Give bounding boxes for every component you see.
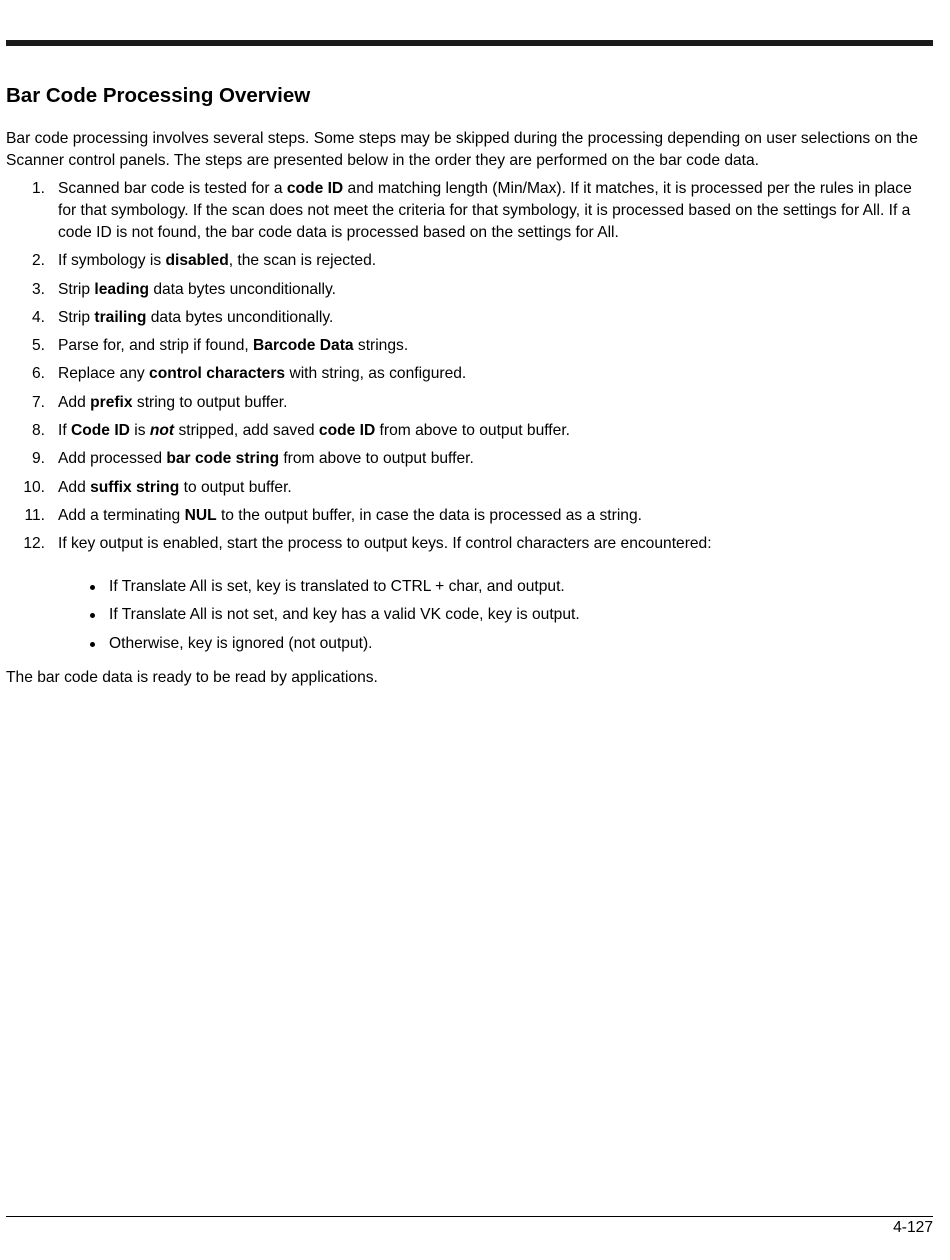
intro-paragraph: Bar code processing involves several steps. Some steps may be skipped during the processing depending on user selections on the Scanner control panels. The steps are presented below in the order they are performed on the bar code data. [6,130,918,169]
step-text: is [129,422,150,440]
step-number: 12. [23,535,45,553]
step-keyword: disabled [165,252,229,270]
step-item [6,505,933,527]
step-keyword: suffix string [90,478,180,496]
step-keyword: Barcode Data [253,337,354,355]
step-item [6,477,933,499]
bullet-item [6,576,933,598]
step-text: Add [58,478,91,496]
step-text: and matching length (Min/Max). If it matches, it is processed per the rules in place for that symbology. If the scan does not meet the criteria for that symbology, it is processed based on the settings for All. If a code ID is not found, the bar code data is processed based on the settings for All. [58,180,912,241]
steps-list [6,178,933,562]
step-text: from above to output buffer. [279,450,474,468]
step-text: strings. [353,337,409,355]
bullet-dot-icon [90,642,95,647]
step-number: 3. [31,280,45,298]
step-text: from above to output buffer. [375,422,570,440]
step-text: string to output buffer. [132,393,288,411]
step-text: Add processed [58,450,167,468]
step-text: data bytes unconditionally. [149,280,336,298]
step-text: Add [58,393,91,411]
step-text: with string, as configured. [285,365,467,383]
step-item [6,533,933,555]
step-keyword: NUL [184,506,217,524]
step-number: 10. [23,478,45,496]
bullet-text: If Translate All is not set, and key has a valid VK code, key is output. [109,606,580,624]
step-keyword: bar code string [166,450,280,468]
step-text: stripped, add saved [174,422,319,440]
bullet-text: If Translate All is set, key is translated to CTRL + char, and output. [109,578,565,595]
closing-paragraph: The bar code data is ready to be read by applications. [6,669,378,686]
step-text: data bytes unconditionally. [146,308,334,326]
step-keyword: Code ID [71,422,130,440]
bullet-dot-icon [90,585,95,590]
step-number: 4. [31,308,45,326]
step-item [6,363,933,385]
bullet-item [6,604,933,626]
step-number: 9. [31,450,45,468]
step-number: 5. [31,337,45,355]
step-item [6,250,933,272]
step-text: Replace any [58,365,150,383]
step-emphasis: not [149,422,175,440]
step-text: , the scan is rejected. [228,252,377,270]
step-keyword: leading [94,280,149,298]
step-text: to output buffer. [179,478,292,496]
step-keyword: code ID [286,180,344,197]
step-number: 6. [31,365,45,383]
step-item [6,279,933,301]
step-number: 11. [24,506,45,524]
key-output-bullets [6,576,933,661]
step-text: If key output is enabled, start the process to output keys. If control characters are encountered: [58,535,712,553]
step-number: 7. [31,393,45,411]
step-item [6,335,933,357]
step-item [6,307,933,329]
step-keyword: code ID [318,422,376,440]
footer-rule [6,1216,933,1217]
step-keyword: control characters [149,365,286,383]
step-item [6,392,933,414]
step-text: Strip [58,280,95,298]
step-keyword: prefix [90,393,133,411]
step-text: Scanned bar code is tested for a [58,180,287,197]
bullet-text: Otherwise, key is ignored (not output). [109,634,373,652]
step-text: If [58,422,71,440]
step-text: Parse for, and strip if found, [58,337,254,355]
step-text: Add a terminating [58,506,185,524]
header-rule [6,40,933,46]
step-text: If symbology is [58,252,166,270]
step-text: Strip [58,308,95,326]
section-title: Bar Code Processing Overview [6,84,311,107]
bullet-item [6,633,933,655]
step-keyword: trailing [94,308,147,326]
step-text: to the output buffer, in case the data is processed as a string. [216,506,642,524]
step-item [6,420,933,442]
step-item [6,448,933,470]
step-number: 8. [31,422,45,440]
step-item [6,178,933,244]
step-number: 1. [31,180,45,197]
bullet-dot-icon [90,613,95,618]
step-number: 2. [31,252,45,270]
page-number: 4-127 [893,1219,933,1236]
